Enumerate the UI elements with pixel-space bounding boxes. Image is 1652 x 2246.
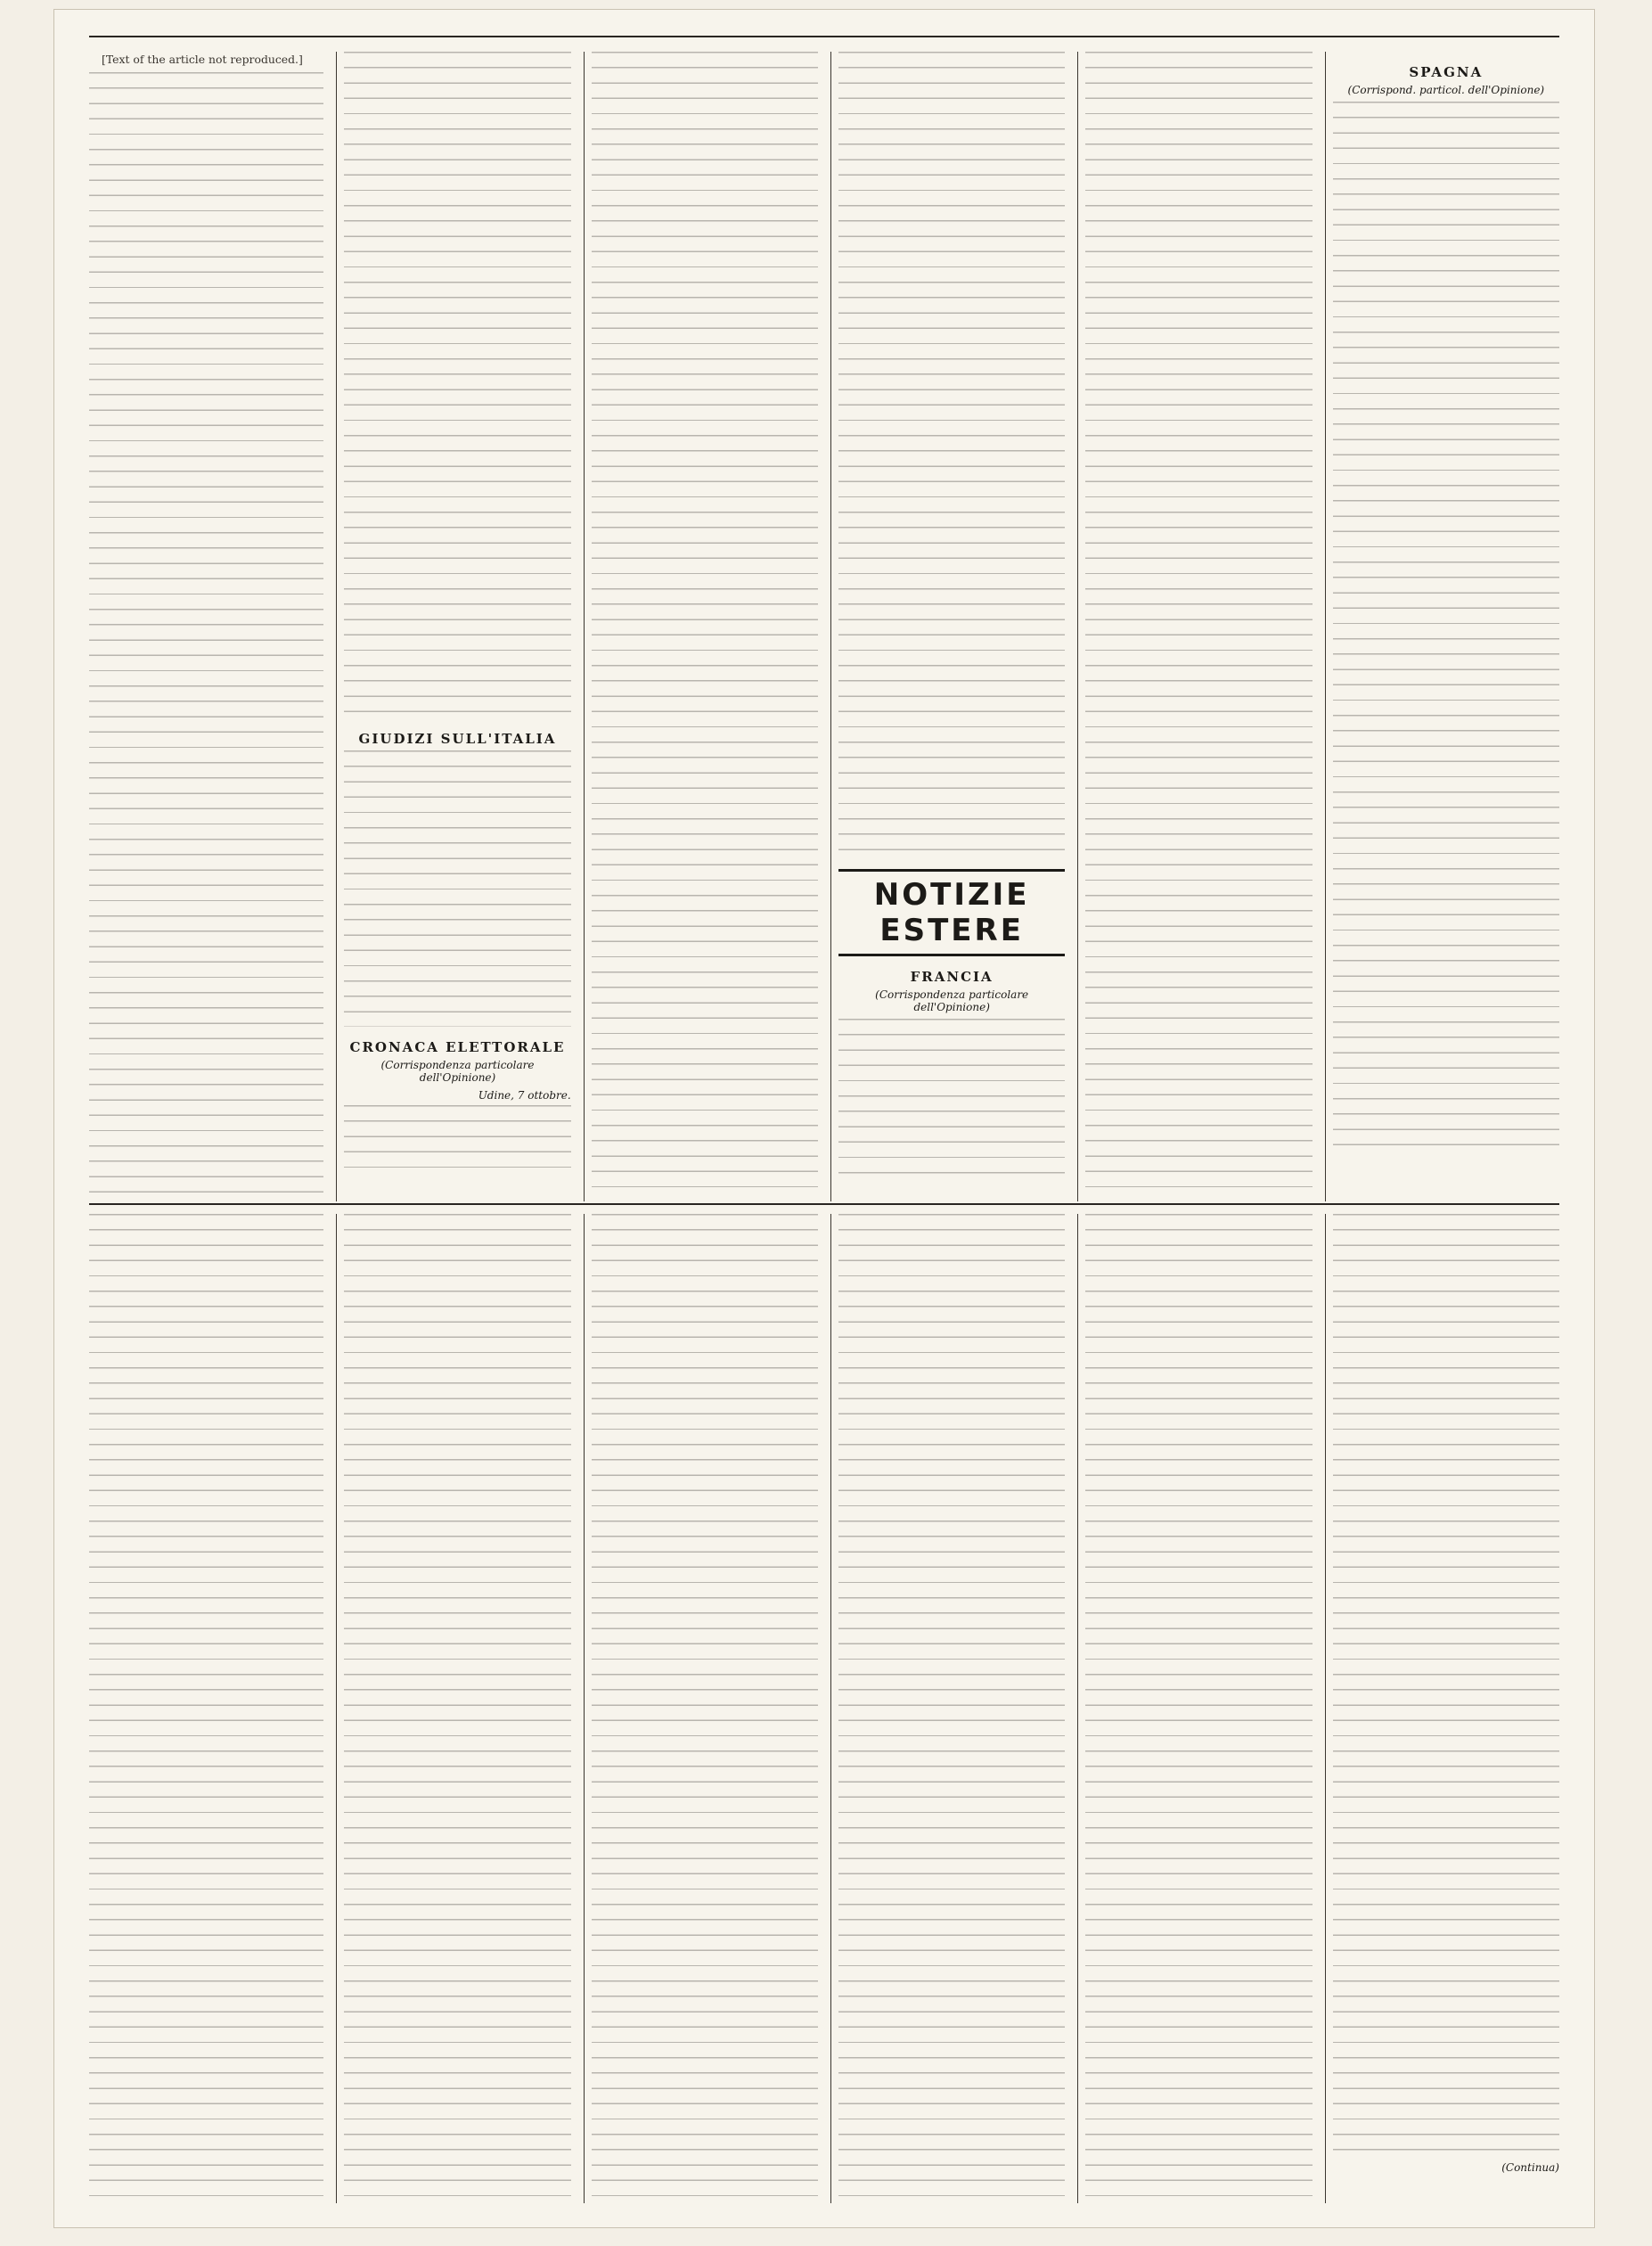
appendix-column-4 bbox=[830, 1214, 1065, 2203]
section-cronaca: CRONACA ELETTORALE bbox=[349, 1038, 566, 1055]
appendix-column-1 bbox=[89, 1214, 323, 2203]
top-rule bbox=[89, 36, 1559, 37]
text-block bbox=[344, 52, 570, 718]
upper-columns bbox=[89, 52, 1559, 1201]
section-francia: FRANCIA bbox=[910, 969, 994, 985]
appendix-column-2 bbox=[336, 1214, 570, 2203]
text-block bbox=[1085, 52, 1312, 1201]
text-block bbox=[1333, 1214, 1559, 2154]
section-spagna-sub: (Corrispond. particol. dell'Opinione) bbox=[1347, 84, 1545, 96]
text-block bbox=[592, 1214, 818, 2203]
text-block bbox=[344, 1105, 570, 1174]
section-giudizi: GIUDIZI SULL'ITALIA bbox=[358, 731, 557, 748]
text-block bbox=[838, 52, 1065, 857]
text-block bbox=[592, 52, 818, 1201]
text-block bbox=[344, 1214, 570, 2203]
column-5 bbox=[1077, 52, 1312, 1201]
notizie-estere-banner: NOTIZIE ESTERE bbox=[838, 869, 1065, 956]
appendix-column-3 bbox=[584, 1214, 818, 2203]
text-block bbox=[89, 72, 323, 1201]
cronaca-dateline: Udine, 7 ottobre. bbox=[478, 1088, 571, 1102]
text-block bbox=[1085, 1214, 1312, 2203]
article-paragraph: [Text of the article not reproduced.] bbox=[102, 53, 303, 66]
text-block bbox=[838, 1214, 1065, 2203]
lower-columns bbox=[89, 1214, 1559, 2203]
text-block bbox=[1333, 102, 1559, 1160]
column-2 bbox=[336, 52, 570, 1201]
text-block bbox=[344, 750, 570, 1027]
text-block bbox=[89, 1214, 323, 2203]
section-francia-sub: (Corrispondenza particolare dell'Opinione) bbox=[875, 988, 1029, 1013]
text-block bbox=[838, 1019, 1065, 1180]
column-3 bbox=[584, 52, 818, 1201]
continua-label: (Continua) bbox=[1501, 2160, 1559, 2174]
appendix-column-5 bbox=[1077, 1214, 1312, 2203]
newspaper-page bbox=[53, 9, 1595, 2228]
section-spagna: SPAGNA bbox=[1409, 64, 1484, 80]
column-4 bbox=[830, 52, 1065, 1201]
section-cronaca-sub: (Corrispondenza particolare dell'Opinione) bbox=[380, 1058, 535, 1084]
column-1 bbox=[89, 52, 323, 1201]
column-6 bbox=[1325, 52, 1559, 1201]
appendix-column-6 bbox=[1325, 1214, 1559, 2203]
feuilleton-divider bbox=[89, 1203, 1559, 1205]
